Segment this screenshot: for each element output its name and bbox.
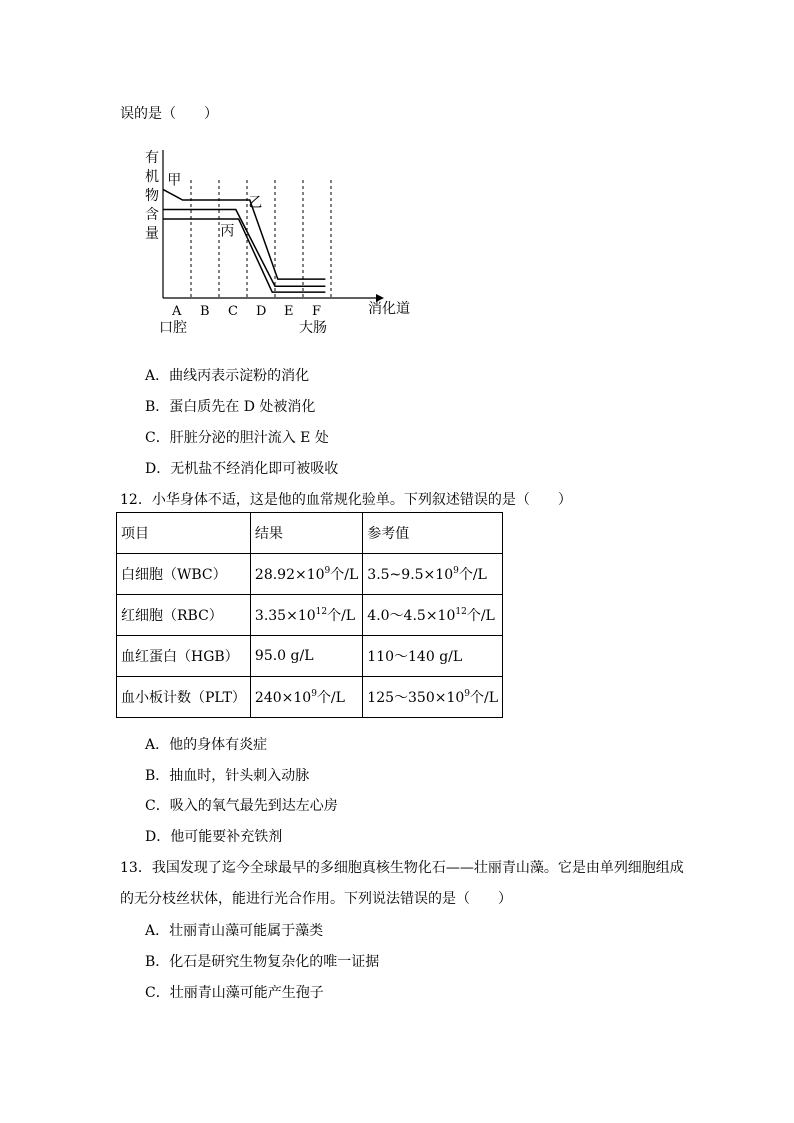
table-row [117,636,503,677]
row-reference: $4.0\sim 4.5\times 10^{12}$个/L [363,595,503,636]
row-result: 95.0 g/L [250,636,362,677]
row-result: $3.35\times 10^{12}$个/L [250,595,362,636]
region-note-A: 口腔 [159,320,187,336]
curve-丙 [163,219,325,292]
q11-option-c: C．肝脏分泌的胆汁流入 E 处 [145,430,329,446]
header-result: 结果 [250,513,362,554]
row-reference: 110～140 g/L [363,636,503,677]
header-item: 项目 [117,513,251,554]
region-note-F: 大肠 [299,320,327,336]
y-axis-label: 有机物含量 [145,150,159,242]
table-header-row [117,513,503,554]
table-row [117,554,503,595]
digestion-chart [0,140,794,400]
q11-stem-tail: 误的是（ ） [120,106,218,122]
region-label-D: D [256,304,267,319]
header-reference: 参考值 [363,513,503,554]
row-item: 白细胞（WBC） [117,554,251,595]
row-item: 红细胞（RBC） [117,595,251,636]
q12-stem: 12．小华身体不适，这是他的血常规化验单。下列叙述错误的是（ ） [120,492,572,508]
region-label-A: A [172,304,182,319]
row-item: 血小板计数（PLT） [117,677,251,718]
q11-option-b: B．蛋白质先在 D 处被消化 [145,399,316,415]
curve-乙 [163,210,325,287]
region-label-C: C [228,304,238,319]
table-row [117,595,503,636]
table-row [117,677,503,718]
row-item: 血红蛋白（HGB） [117,636,251,677]
q11-option-a: A．曲线丙表示淀粉的消化 [145,368,310,384]
q12-option-a: A．他的身体有炎症 [145,737,268,753]
blood-test-table [116,512,503,718]
q13-stem-line2: 的无分枝丝状体，能进行光合作用。下列说法错误的是（ ） [120,891,512,907]
q13-option-a: A．壮丽青山藻可能属于藻类 [145,923,324,939]
region-label-F: F [312,304,322,319]
curve-甲 [163,189,325,279]
region-label-B: B [200,304,210,319]
q12-option-d: D．他可能要补充铁剂 [145,829,283,845]
q13-stem-line1: 13．我国发现了迄今全球最早的多细胞真核生物化石——壮丽青山藻。它是由单列细胞组成 [120,860,684,876]
q11-option-d: D．无机盐不经消化即可被吸收 [145,461,339,477]
row-reference: $125\sim 350\times 10^9$个/L [363,677,503,718]
region-label-E: E [284,304,294,319]
series-label-丙: 丙 [220,223,235,240]
row-reference: $3.5\sim 9.5\times 10^9$个/L [363,554,503,595]
series-label-甲: 甲 [167,172,182,189]
row-result: $28.92\times 10^9$个/L [250,554,362,595]
q12-option-c: C．吸入的氧气最先到达左心房 [145,798,338,814]
q12-option-b: B．抽血时，针头刺入动脉 [145,768,310,784]
row-result: $240\times 10^9$个/L [250,677,362,718]
x-axis-label: 消化道 [368,301,410,317]
series-label-乙: 乙 [248,195,263,212]
q13-option-b: B．化石是研究生物复杂化的唯一证据 [145,954,380,970]
q13-option-c: C．壮丽青山藻可能产生孢子 [145,985,324,1001]
